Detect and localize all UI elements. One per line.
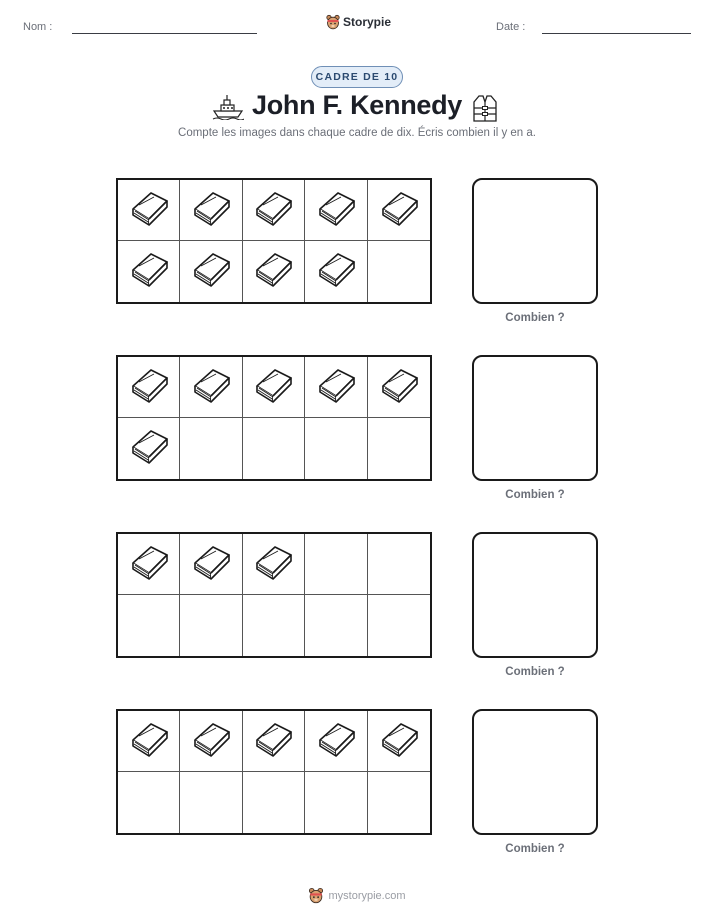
- bear-icon: [326, 14, 340, 30]
- frame-cell: [118, 534, 180, 595]
- ten-frame-1: [116, 178, 432, 304]
- frame-cell: [180, 418, 242, 479]
- name-line[interactable]: [72, 33, 257, 34]
- book-icon: [127, 364, 171, 411]
- frame-cell: [305, 418, 367, 479]
- answer-label-2: Combien ?: [505, 489, 565, 501]
- frame-cell: [368, 595, 430, 656]
- name-label: Nom :: [23, 21, 53, 33]
- frame-cell: [305, 595, 367, 656]
- book-icon: [314, 187, 358, 234]
- footer-url[interactable]: mystorypie.com: [328, 889, 406, 902]
- brand-name: Storypie: [343, 15, 392, 29]
- ten-frame-2: [116, 355, 432, 481]
- frame-cell: [180, 711, 242, 772]
- frame-cell: [305, 180, 367, 241]
- frame-cell: [243, 711, 305, 772]
- answer-box-4[interactable]: [472, 709, 598, 835]
- book-icon: [314, 248, 358, 295]
- frame-cell: [118, 711, 180, 772]
- frame-cell: [368, 772, 430, 833]
- frame-cell: [305, 772, 367, 833]
- date-line[interactable]: [542, 33, 691, 34]
- frame-cell: [305, 241, 367, 302]
- book-icon: [314, 364, 358, 411]
- frame-cell: [180, 241, 242, 302]
- frame-cell: [118, 418, 180, 479]
- instructions: Compte les images dans chaque cadre de dix. Écris combien il y en a.: [178, 127, 536, 139]
- page-title: John F. Kennedy: [251, 90, 463, 120]
- frame-cell: [118, 595, 180, 656]
- frame-cell: [243, 534, 305, 595]
- frame-cell: [305, 711, 367, 772]
- book-icon: [127, 248, 171, 295]
- book-icon: [127, 541, 171, 588]
- bear-icon: [308, 887, 324, 904]
- date-label: Date :: [496, 21, 526, 33]
- brand-logo: [326, 14, 391, 30]
- book-icon: [127, 187, 171, 234]
- book-icon: [189, 718, 233, 765]
- book-icon: [251, 364, 295, 411]
- book-icon: [127, 718, 171, 765]
- worksheet-type-badge: CADRE DE 10: [311, 66, 403, 88]
- book-icon: [377, 718, 421, 765]
- book-icon: [251, 718, 295, 765]
- book-icon: [189, 541, 233, 588]
- frame-cell: [368, 180, 430, 241]
- frame-cell: [368, 418, 430, 479]
- ten-frame-3: [116, 532, 432, 658]
- frame-cell: [368, 357, 430, 418]
- book-icon: [314, 718, 358, 765]
- frame-cell: [305, 534, 367, 595]
- book-icon: [127, 425, 171, 472]
- answer-label-4: Combien ?: [505, 843, 565, 855]
- frame-cell: [243, 418, 305, 479]
- answer-box-1[interactable]: [472, 178, 598, 304]
- frame-cell: [305, 357, 367, 418]
- frame-cell: [180, 595, 242, 656]
- frame-cell: [243, 241, 305, 302]
- frame-cell: [243, 357, 305, 418]
- frame-cell: [180, 180, 242, 241]
- footer: [0, 887, 714, 904]
- answer-box-2[interactable]: [472, 355, 598, 481]
- frame-cell: [368, 711, 430, 772]
- frame-cell: [368, 534, 430, 595]
- answer-label-3: Combien ?: [505, 666, 565, 678]
- frame-cell: [243, 595, 305, 656]
- frame-cell: [180, 534, 242, 595]
- frame-cell: [118, 357, 180, 418]
- book-icon: [189, 248, 233, 295]
- book-icon: [189, 364, 233, 411]
- book-icon: [251, 187, 295, 234]
- frame-cell: [180, 357, 242, 418]
- ten-frame-4: [116, 709, 432, 835]
- frame-cell: [243, 180, 305, 241]
- book-icon: [377, 364, 421, 411]
- frame-cell: [180, 772, 242, 833]
- frame-cell: [243, 772, 305, 833]
- answer-label-1: Combien ?: [505, 312, 565, 324]
- answer-box-3[interactable]: [472, 532, 598, 658]
- frame-cell: [368, 241, 430, 302]
- frame-cell: [118, 772, 180, 833]
- book-icon: [251, 541, 295, 588]
- frame-cell: [118, 180, 180, 241]
- life-vest-icon: [470, 94, 500, 129]
- book-icon: [377, 187, 421, 234]
- book-icon: [251, 248, 295, 295]
- book-icon: [189, 187, 233, 234]
- frame-cell: [118, 241, 180, 302]
